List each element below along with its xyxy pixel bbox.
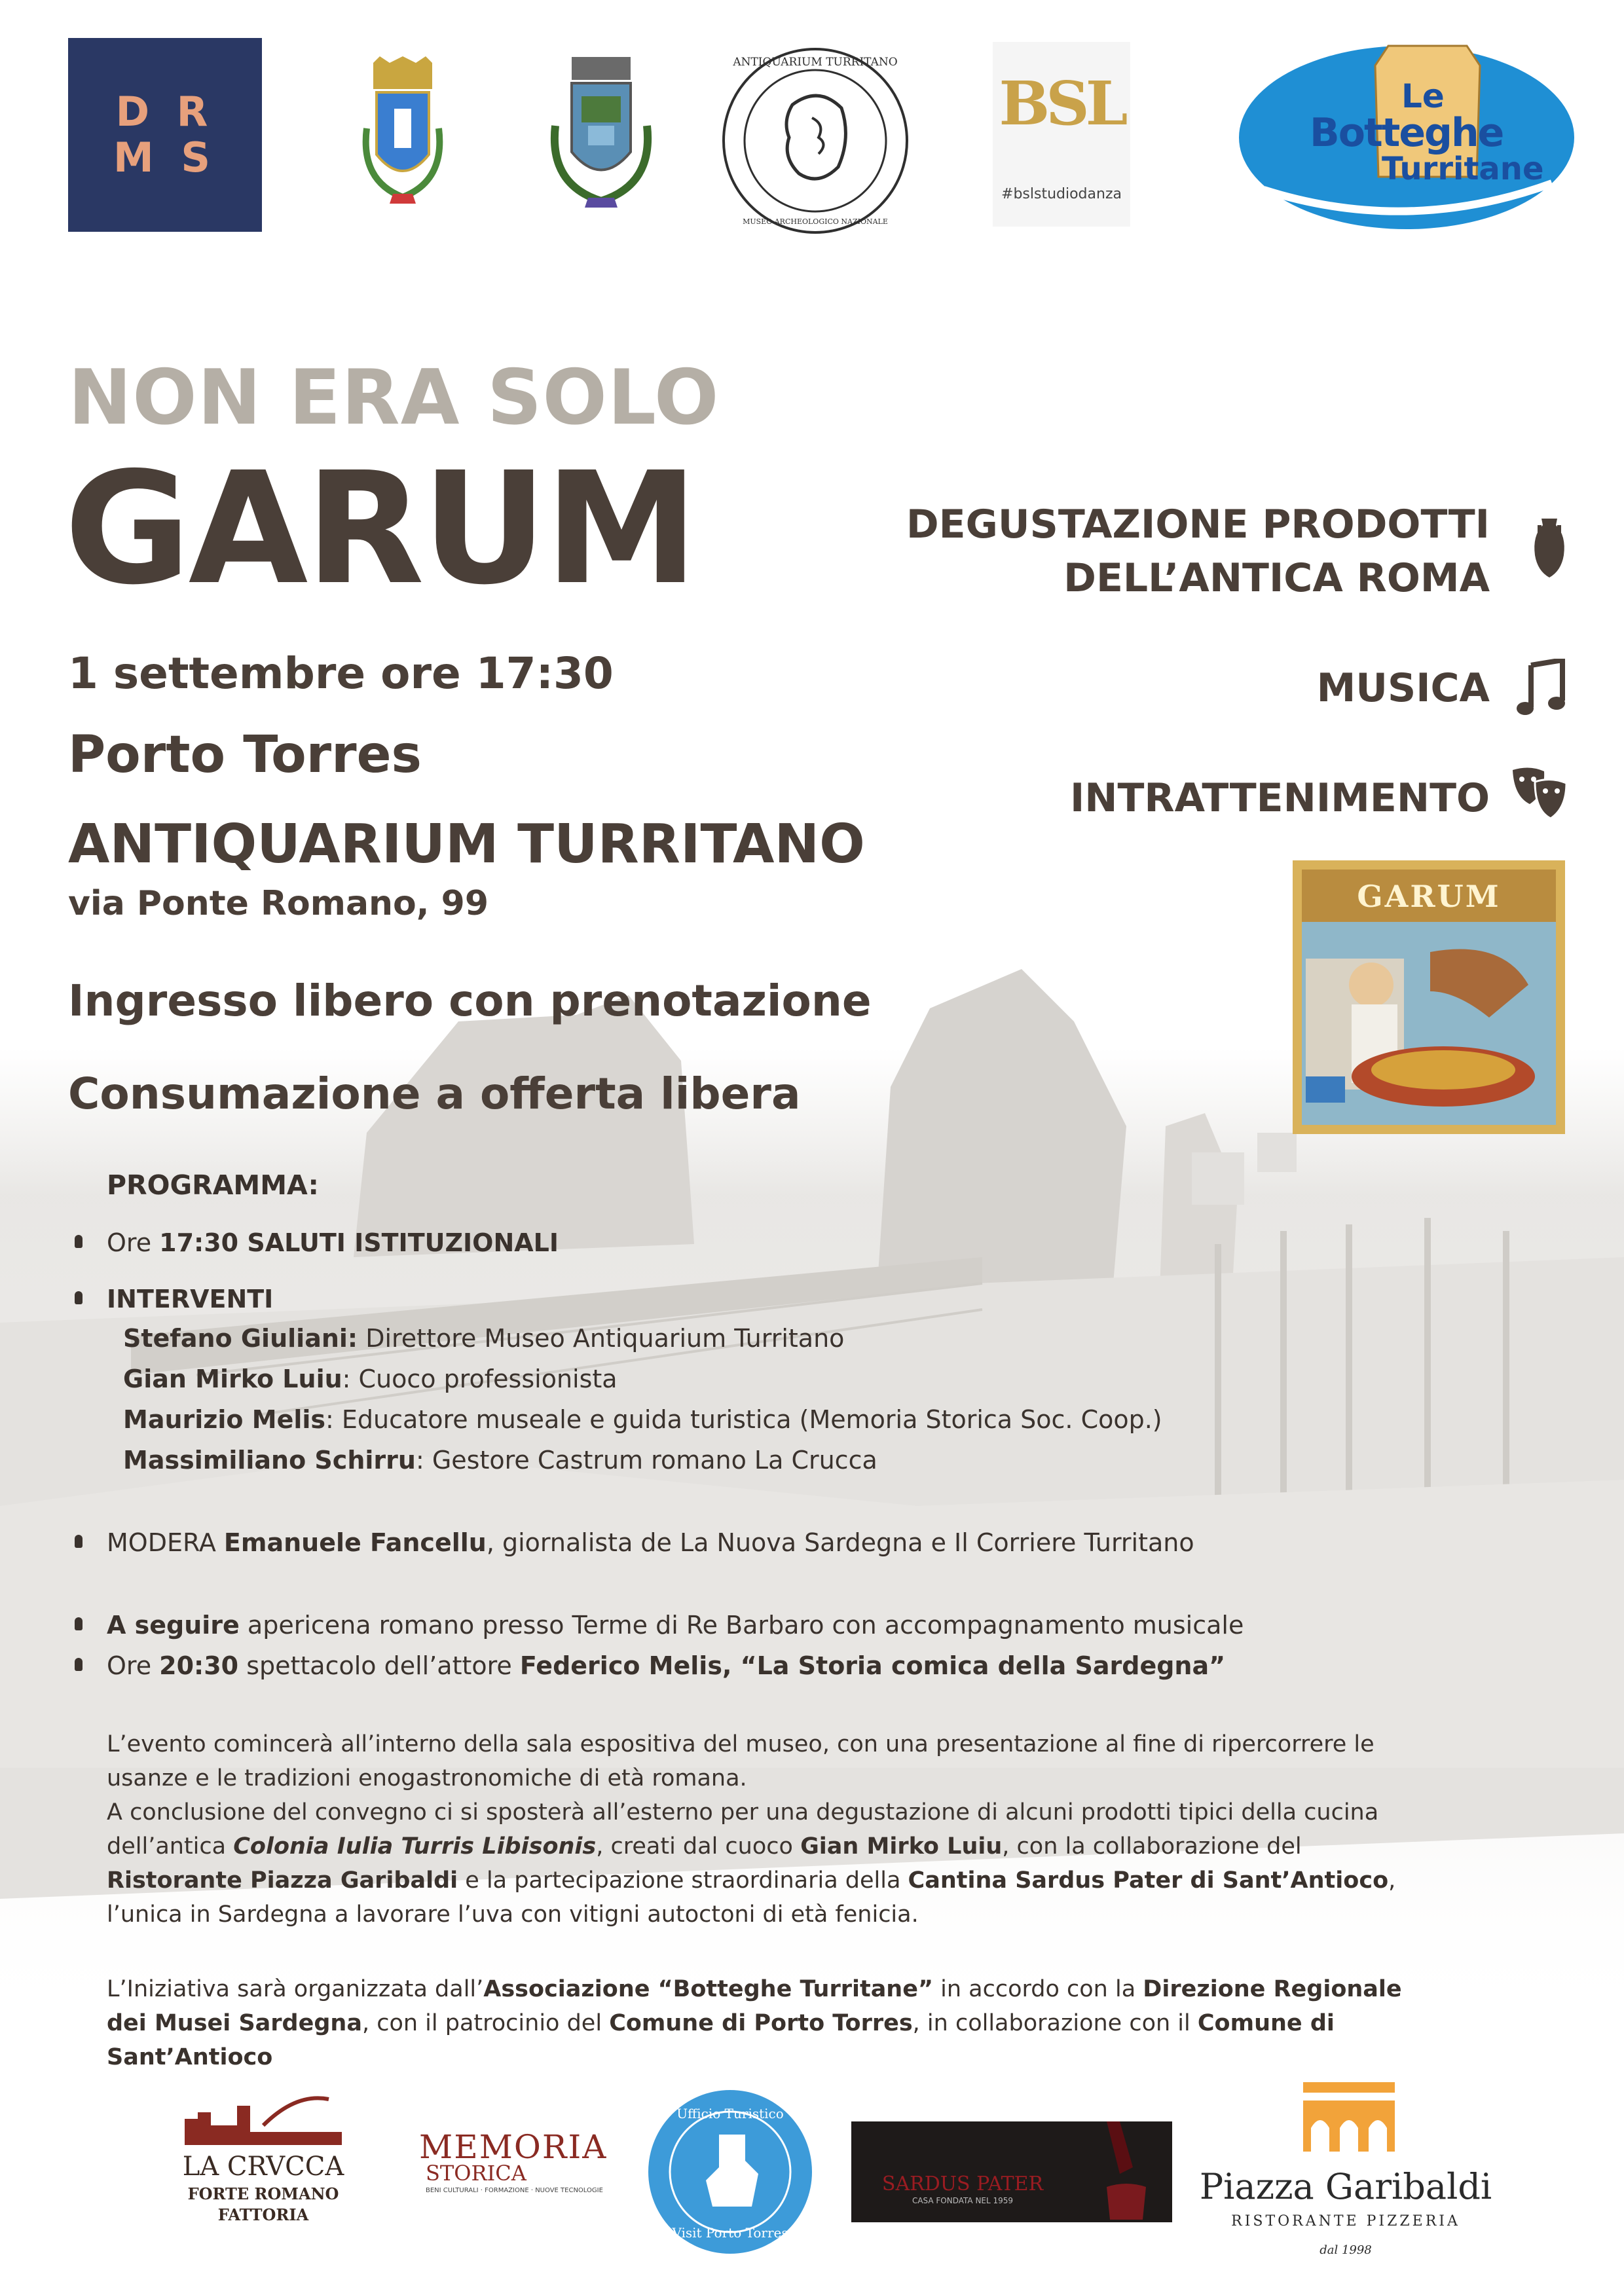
feature-musica: MUSICA: [1316, 665, 1490, 711]
memoria-tagline: BENI CULTURALI · FORMAZIONE · NUOVE TECNOLOGIE: [426, 2187, 603, 2194]
piazza-name: Piazza Garibaldi: [1199, 2166, 1492, 2207]
consumption-info: Consumazione a offerta libera: [68, 1069, 801, 1119]
programme-item-saluti: [107, 1228, 559, 1257]
desc-text: in accordo con la: [932, 1976, 1143, 2002]
desc-text: A conclusione del convegno ci si sposterà all’esterno per una degustazione di alcuni prodotti tipici della cucina dell’antica: [107, 1799, 1379, 1860]
pre-title: NON ERA SOLO: [68, 354, 720, 442]
entry-info: Ingresso libero con prenotazione: [68, 976, 872, 1026]
visit-porto-torres-logo: [647, 2089, 813, 2255]
seguire-rest: apericena romano presso Terme di Re Barbaro con accompagnamento musicale: [239, 1611, 1244, 1640]
speaker-row: [123, 1365, 618, 1393]
desc-colonia: Colonia Iulia Turris Libisonis: [233, 1833, 597, 1860]
la-crucca-sub2: FATTORIA: [217, 2205, 309, 2224]
programme-item-seguire: [107, 1611, 1244, 1640]
feature-degustazione: [906, 498, 1490, 605]
programme-item-show: [107, 1651, 1225, 1680]
speaker-name: Maurizio Melis: [123, 1405, 326, 1434]
desc-restaurant: Ristorante Piazza Garibaldi: [107, 1867, 458, 1894]
sardus-sub: CASA FONDATA NEL 1959: [912, 2196, 1014, 2205]
game-box-title: GARUM: [1357, 879, 1501, 914]
event-date: 1 settembre ore 17:30: [68, 648, 614, 699]
speaker-role: Direttore Museo Antiquarium Turritano: [358, 1324, 845, 1353]
bullet-icon: [75, 1658, 83, 1671]
memoria-storica-logo: [393, 2128, 608, 2207]
show-mid: spettacolo dell’attore: [238, 1651, 520, 1680]
speaker-name: Gian Mirko Luiu: [123, 1365, 342, 1393]
ufficio-top-text: Ufficio Turistico: [676, 2106, 784, 2121]
ufficio-bottom-text: Visit Porto Torres: [672, 2225, 788, 2241]
modera-rest: , giornalista de La Nuova Sardegna e Il Corriere Turritano: [486, 1528, 1194, 1557]
description-paragraph-3: [107, 1972, 1443, 2074]
show-pre: Ore: [107, 1651, 160, 1680]
la-crucca-sub: FORTE ROMANO: [187, 2184, 339, 2203]
main-title: GARUM: [64, 439, 696, 619]
desc-association: Associazione “Botteghe Turritane”: [483, 1976, 933, 2002]
porto-torres-crest-icon: [354, 56, 452, 207]
piazza-sub: RISTORANTE PIZZERIA: [1231, 2213, 1460, 2229]
seguire-bold: A seguire: [107, 1611, 240, 1640]
wine-pour-icon: [1080, 2121, 1172, 2222]
la-crucca-castle-icon: [185, 2086, 342, 2152]
saluti-bold: 17:30 SALUTI ISTITUZIONALI: [159, 1228, 559, 1257]
music-note-icon: [1517, 659, 1566, 718]
desc-comune-pt: Comune di Porto Torres: [609, 2010, 913, 2036]
la-crucca-name: LA CRVCCA: [182, 2152, 344, 2182]
piazza-arches-icon: [1303, 2082, 1395, 2152]
feature-degustazione-line2: DELL’ANTICA ROMA: [1063, 555, 1490, 601]
desc-text: , in collaborazione con il: [912, 2010, 1198, 2036]
garum-game-box-image: [1293, 860, 1565, 1134]
speaker-name: Stefano Giuliani:: [123, 1324, 358, 1353]
description-paragraph-2: [107, 1795, 1443, 1932]
programme-heading: PROGRAMMA:: [107, 1169, 319, 1201]
speaker-role: : Educatore museale e guida turistica (Memoria Storica Soc. Coop.): [325, 1405, 1162, 1434]
speaker-role: : Gestore Castrum romano La Crucca: [415, 1446, 877, 1475]
drms-logo: [68, 38, 262, 232]
modera-pre: MODERA: [107, 1528, 224, 1557]
feature-intrattenimento: INTRATTENIMENTO: [1069, 775, 1490, 821]
saluti-pre: Ore: [107, 1228, 160, 1257]
desc-text: e la partecipazione straordinaria della: [458, 1867, 908, 1894]
theater-masks-icon: [1510, 765, 1569, 821]
botteghe-sub-text: Turritane: [1382, 151, 1544, 187]
antiquarium-turritano-logo: [720, 46, 910, 236]
botteghe-le-text: Le: [1401, 77, 1445, 115]
bsl-caption: #bslstudiodanza: [1001, 186, 1122, 202]
description-paragraph-1: L’evento comincerà all’interno della sala espositiva del museo, con una presentazione al fine di ripercorrere le usanze e le tradizioni enogastronomiche di età romana.: [107, 1731, 1375, 1791]
programme-item-modera: [107, 1528, 1194, 1557]
bullet-icon: [75, 1235, 83, 1248]
desc-text: , creati dal cuoco: [596, 1833, 801, 1860]
feature-degustazione-line1: DEGUSTAZIONE PRODOTTI: [906, 502, 1490, 547]
drms-logo-text: D R M S: [113, 88, 217, 181]
bsl-mark: BSL: [999, 68, 1124, 139]
desc-chef: Gian Mirko Luiu: [800, 1833, 1003, 1860]
bullet-icon: [75, 1535, 83, 1548]
desc-text: , con il patrocinio del: [361, 2010, 610, 2036]
desc-text: , con la collaborazione del: [1002, 1833, 1302, 1860]
sant-antioco-crest-icon: [536, 54, 667, 211]
speaker-row: [123, 1324, 844, 1353]
show-time: 20:30: [159, 1651, 239, 1680]
event-city: Porto Torres: [68, 725, 422, 784]
memoria-name: MEMORIA: [419, 2128, 608, 2166]
event-address: via Ponte Romano, 99: [68, 884, 489, 923]
botteghe-main-text: Botteghe: [1310, 110, 1504, 156]
show-bold: Federico Melis, “La Storia comica della Sardegna”: [519, 1651, 1226, 1680]
antiquarium-ring-text: ANTIQUARIUM TURRITANO: [733, 56, 898, 69]
speaker-name: Massimiliano Schirru: [123, 1446, 416, 1475]
event-venue: ANTIQUARIUM TURRITANO: [68, 813, 865, 875]
bullet-icon: [75, 1291, 83, 1304]
speaker-role: : Cuoco professionista: [342, 1365, 618, 1393]
bullet-icon: [75, 1617, 83, 1630]
piazza-garibaldi-logo: [1198, 2082, 1493, 2265]
amphora-icon: [1531, 516, 1568, 579]
programme-item-interventi: INTERVENTI: [107, 1285, 274, 1313]
speaker-row: [123, 1446, 877, 1475]
desc-comune-sa: Comune di Sant’Antioco: [107, 2010, 1335, 2070]
antiquarium-sub-text: MUSEO ARCHEOLOGICO NAZIONALE: [743, 217, 888, 226]
sardus-name: SARDUS PATER: [881, 2173, 1044, 2195]
sardus-pater-logo: [851, 2121, 1172, 2222]
desc-direzione: Direzione Regionale dei Musei Sardegna: [107, 1976, 1402, 2036]
piazza-since: dal 1998: [1320, 2243, 1372, 2257]
la-crucca-logo: [178, 2086, 348, 2237]
modera-name: Emanuele Fancellu: [223, 1528, 487, 1557]
desc-text: , l’unica in Sardegna a lavorare l’uva con vitigni autoctoni di età fenicia.: [107, 1867, 1396, 1928]
desc-winery: Cantina Sardus Pater di Sant’Antioco: [908, 1867, 1389, 1894]
botteghe-turritane-logo: [1238, 39, 1576, 238]
desc-text: L’Iniziativa sarà organizzata dall’: [107, 1976, 484, 2002]
bsl-logo: [993, 42, 1130, 227]
memoria-name2: STORICA: [426, 2161, 526, 2186]
speaker-row: [123, 1405, 1162, 1434]
